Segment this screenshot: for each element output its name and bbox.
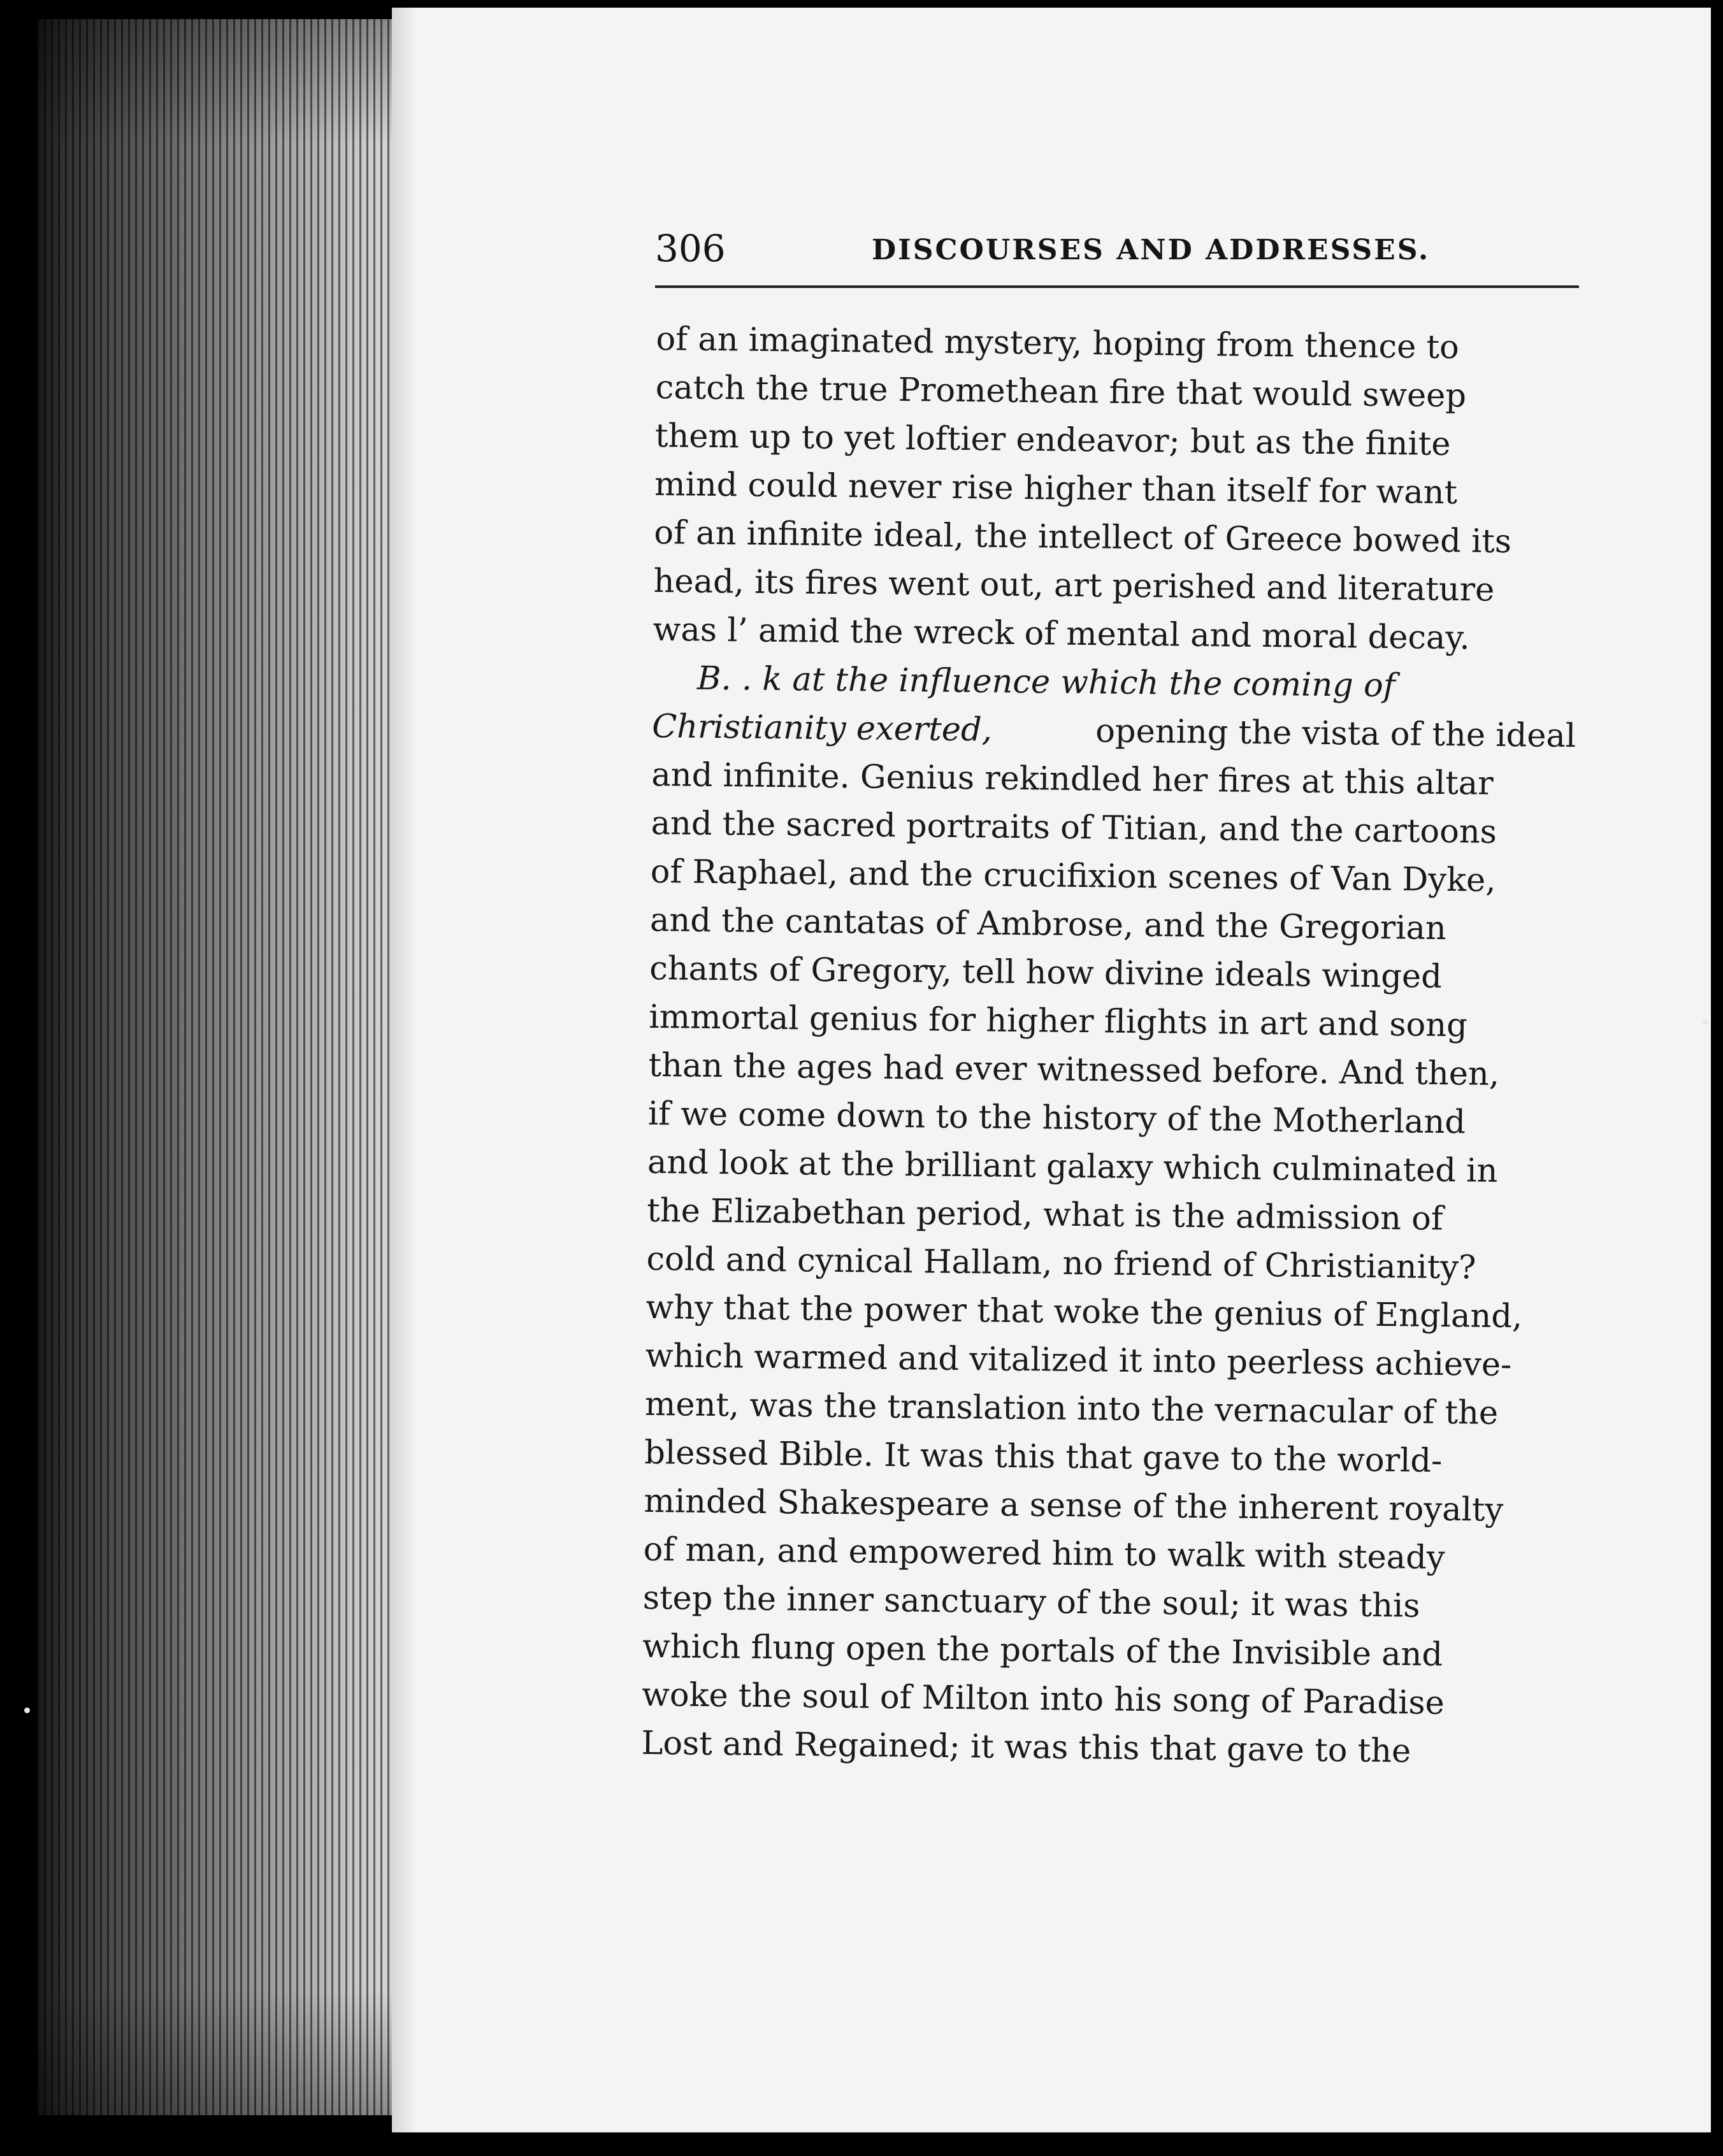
- text-line: head, its fires went out, art perished and literature: [653, 562, 1495, 609]
- text-line: ment, was the translation into the vernacular of the: [644, 1385, 1499, 1432]
- text-line: of Raphael, and the crucifixion scenes of Van Dyke,: [650, 852, 1496, 900]
- text-line: catch the true Promethean fire that would sweep: [655, 368, 1467, 415]
- text-line: blessed Bible. It was this that gave to the world-: [644, 1434, 1443, 1481]
- text-line: was l’ amid the wreck of mental and moral decay.: [652, 610, 1470, 658]
- text-line: step the inner sanctuary of the soul; it was this: [642, 1579, 1420, 1625]
- text-line: of an infinite ideal, the intellect of Greece bowed its: [654, 514, 1512, 561]
- text-line: why that the power that woke the genius of England,: [645, 1288, 1523, 1336]
- text-line: Christianity exerted, opening the vista of the ideal: [652, 703, 1576, 761]
- text-line: which flung open the portals of the Invisible and: [642, 1627, 1443, 1674]
- text-line: cold and cynical Hallam, no friend of Christianity?: [646, 1240, 1476, 1287]
- text-line: and infinite. Genius rekindled her fires at this altar: [651, 756, 1494, 803]
- body-text: [641, 315, 1580, 1778]
- text-line: of an imaginated mystery, hoping from thence to: [656, 320, 1460, 367]
- page-edges-stack: [37, 19, 394, 2115]
- dust-speck: [24, 1707, 30, 1713]
- dust-speck: [1703, 1019, 1708, 1025]
- italic-text: B. . k at the influence which the coming of: [696, 659, 1395, 705]
- text-line: of man, and empowered him to walk with steady: [643, 1530, 1445, 1577]
- text-line: them up to yet loftier endeavor; but as the finite: [654, 417, 1451, 464]
- text-line: than the ages had ever witnessed before. And then,: [648, 1046, 1500, 1093]
- text-line: Lost and Regained; it was this that gave to the: [641, 1724, 1411, 1771]
- text-line: and the sacred portraits of Titian, and the cartoons: [651, 804, 1497, 851]
- text-line: woke the soul of Milton into his song of Paradise: [642, 1676, 1445, 1723]
- page-header: [655, 223, 1579, 274]
- text-line: if we come down to the history of the Motherland: [647, 1095, 1466, 1142]
- text-line: chants of Gregory, tell how divine ideals winged: [649, 949, 1443, 996]
- text-line: immortal genius for higher flights in art and song: [649, 998, 1468, 1045]
- page-number: 306: [655, 227, 726, 270]
- italic-text: Christianity exerted,: [651, 707, 993, 749]
- running-head: DISCOURSES AND ADDRESSES.: [872, 234, 1431, 266]
- text-line: which warmed and vitalized it into peerless achieve-: [645, 1337, 1512, 1384]
- text-line: minded Shakespeare a sense of the inherent royalty: [644, 1482, 1504, 1530]
- header-rule: [655, 285, 1579, 288]
- text-line: the Elizabethan period, what is the admission of: [646, 1191, 1444, 1239]
- text-line: and the cantatas of Ambrose, and the Gregorian: [649, 901, 1447, 948]
- text-line: and look at the brilliant galaxy which culminated in: [647, 1143, 1498, 1190]
- text-line: mind could never rise higher than itself for want: [654, 465, 1458, 512]
